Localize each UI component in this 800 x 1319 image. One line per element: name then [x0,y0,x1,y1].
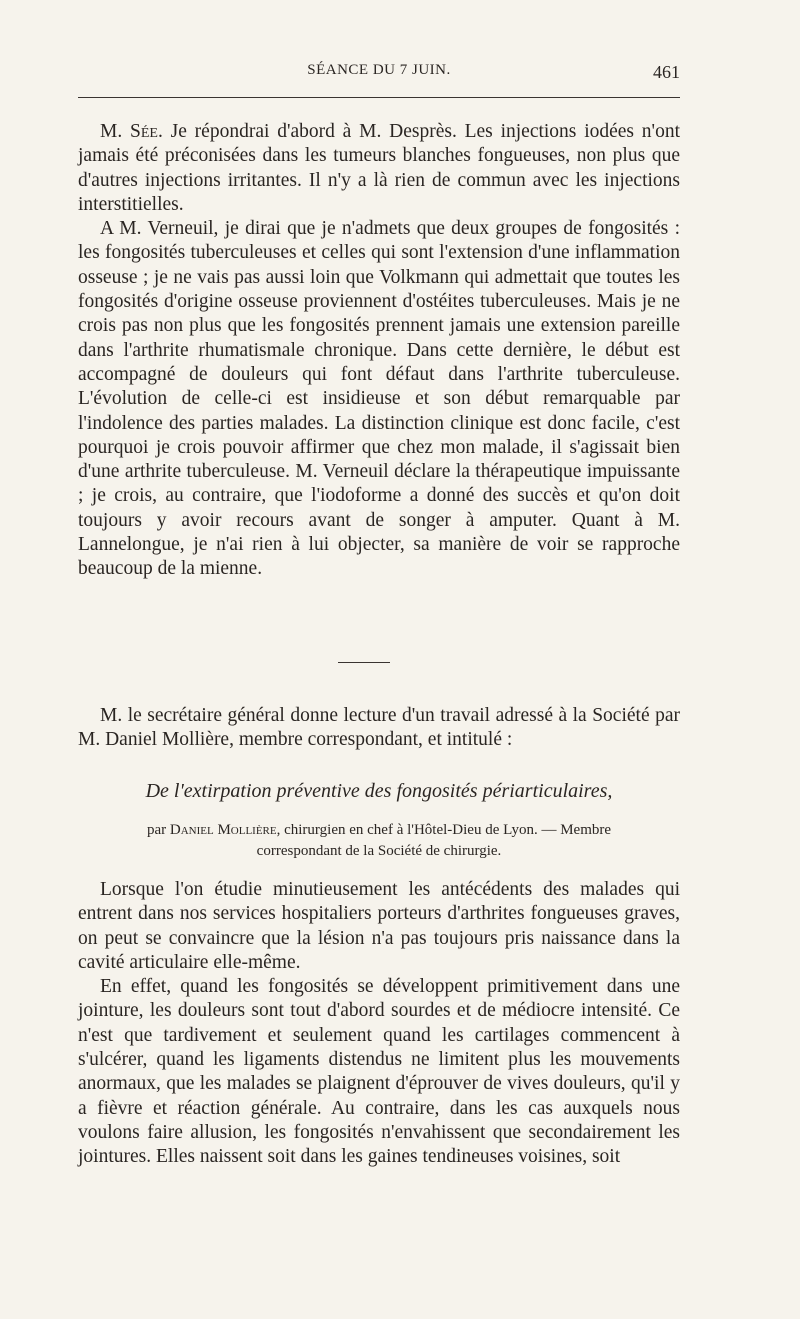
article-body [78,878,680,1170]
byline-affiliation: , chirurgien en chef à l'Hôtel-Dieu de Lyon. — Membre [276,822,612,838]
header-rule [78,97,680,98]
speaker-name: M. Sée. [100,121,163,142]
article-title: De l'extirpation préventive des fongosités périarticulaires, [145,780,613,802]
paragraph-verneuil-reply: A M. Verneuil, je dirai que je n'admets que deux groupes de fongosités : les fongosités tuberculeuses et celles qui sont l'extension d'une inflammation osseuse ; je ne vais pas aussi loin que Volkmann qui admettait que toutes les fongosités d'origine osseuse proviennent d'ostéites tuberculeuses. Mais je ne crois pas non plus que les fongosités prennent jamais une extension pareille dans l'arthrite rhumatismale chronique. Dans cette dernière, le début est accompagné de douleurs qui font défaut dans l'arthrite tuberculeuse. L'évolution de celle-ci est insidieuse et son début remarquable par l'indolence des parties malades. La distinction clinique est donc facile, c'est pourquoi je crois pouvoir affirmer que chez mon malade, il s'agissait bien d'une arthrite tuberculeuse. M. Verneuil déclare la thérapeutique impuissante ; je crois, au contraire, que l'iodoforme a donné des succès et qu'on doit toujours y avoir recours avant de songer à amputer. Quant à M. Lannelongue, je n'ai rien à lui objecter, sa manière de voir se rapproche beaucoup de la mienne. [78,218,680,580]
article-paragraph-2: En effet, quand les fongosités se développent primitivement dans une jointure, les douleurs sont tout d'abord sourdes et de médiocre intensité. Ce n'est que tardivement et seulement quand les cartilages commencent à s'ulcérer, quand les ligaments distendus ne limitent plus les mouvements anormaux, que les malades se plaignent d'éprouver de vives douleurs, qu'il y a fièvre et réaction générale. Au contraire, dans les cas auxquels nous voulons faire allusion, les fongosités n'envahissent que secondairement les jointures. Elles naissent soit dans les gaines tendineuses voisines, soit [78,976,680,1168]
announcement-paragraph: M. le secrétaire général donne lecture d'un travail adressé à la Société par M. Daniel Mollière, membre correspondant, et intitulé : [78,705,680,751]
paragraph-see-reply [78,120,680,217]
page-header [78,62,680,92]
page-number: 461 [653,62,680,82]
running-title: SÉANCE DU 7 JUIN. [307,62,451,78]
byline-line-2: correspondant de la Société de chirurgie. [256,843,502,859]
author-name: Daniel Mollière [169,822,277,838]
section-separator [338,662,390,663]
article-paragraph-1: Lorsque l'on étudie minutieusement les antécédents des malades qui entrent dans nos services hospitaliers porteurs d'arthrites fongueuses graves, on peut se convaincre que la lésion n'a pas toujours pris naissance dans la cavité articulaire elle-même. [78,879,680,973]
discussion-section [78,120,680,582]
paragraph-text: Je répondrai d'abord à M. Desprès. Les injections iodées n'ont jamais été préconisées dans les tumeurs blanches fongueuses, non plus que d'autres injections irritantes. Il n'y a là rien de commun avec les injections interstitielles. [78,121,680,215]
byline-prefix: par [146,822,170,838]
article-byline [78,820,680,862]
reading-announcement [78,704,680,753]
byline-line-1 [78,820,680,841]
